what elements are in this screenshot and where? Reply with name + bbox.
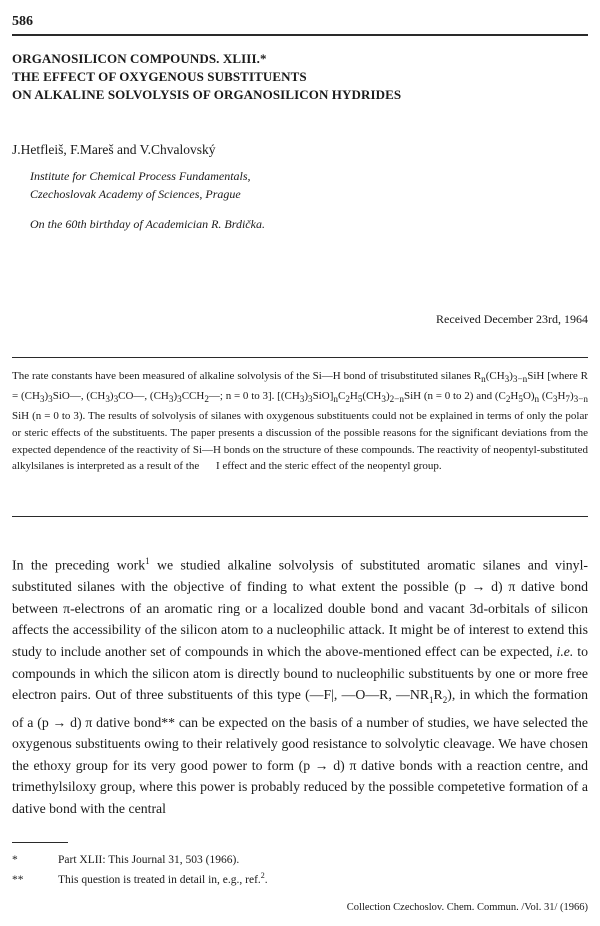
- title-line-1: ORGANOSILICON COMPOUNDS. XLIII.*: [12, 51, 267, 66]
- abstract-bottom-rule: [12, 516, 588, 517]
- article-title: [12, 50, 592, 104]
- affiliation-line-1: Institute for Chemical Process Fundamentals,: [30, 169, 251, 183]
- page-number: 586: [12, 14, 33, 29]
- body-text: [12, 551, 588, 819]
- body-paragraph: In the preceding work$^1$ we studied alkaline solvolysis of substituted aromatic silanes and vinyl-substituted silanes with the objective of finding to what extent the possible (p → d) π dative bond between π-electrons of an aromatic ring or a localized double bond and vacant 3d-orbitals of silicon affects the accessibility of the silicon atom to a nucleophilic attack. It might be of interest to extend this study to include another set of compounds in which the above-mentioned effect can be expected, i.e. to compounds in which the silicon atom is directly bound to nucleophilic substituents by one or more free electron pairs. Out of three substituents of this type (—F|, —O—R, $—NR_1R_2$), in which the formation of a (p → d) π dative bond** can be expected on the basis of a number of studies, we have selected the oxygenous substituents owing to their relatively good resistance to solvolytic cleavage. We have chosen the ethoxy group for its very good power to form (p → d) π dative bonds with a reaction centre, and trimethylsiloxy group, where this power is probably reduced by the possible competetive formation of a dative bond with the central: [12, 556, 588, 816]
- footnote-rule: [12, 842, 68, 843]
- affiliation: [30, 167, 251, 203]
- title-line-2: THE EFFECT OF OXYGENOUS SUBSTITUENTS: [12, 69, 307, 84]
- footnote-text: This question is treated in detail in, e.g., ref.: [58, 873, 261, 886]
- authors: J.Hetfleiš, F.Mareš and V.Chvalovský: [12, 142, 216, 157]
- abstract: [12, 368, 588, 475]
- received-date: Received December 23rd, 1964: [436, 312, 588, 326]
- dedication: On the 60th birthday of Academician R. Brdička.: [30, 217, 265, 231]
- footnote-mark: **: [12, 873, 24, 886]
- footnote-mark: *: [12, 854, 18, 866]
- title-line-3: ON ALKALINE SOLVOLYSIS OF ORGANOSILICON HYDRIDES: [12, 87, 402, 102]
- footnote-1: [12, 852, 239, 868]
- journal-footer: Collection Czechoslov. Chem. Commun. /Vol. 31/ (1966): [346, 902, 588, 913]
- footnote-text: Part XLII: This Journal 31, 503 (1966).: [58, 854, 240, 866]
- reference-1: 1: [145, 556, 150, 566]
- abstract-top-rule: [12, 357, 588, 358]
- affiliation-line-2: Czechoslovak Academy of Sciences, Prague: [30, 187, 241, 201]
- abstract-text: The rate constants have been measured of alkaline solvolysis of the Si—H bond of trisubstituted silanes $R_n(CH_3)_{3-n}SiH$ [where $R = (CH_3)_3SiO—$, $(CH_3)_3CO—$, $(CH_3)_3CCH_2—$; n = 0 to 3]. $[(CH_3)_3SiO]_nC_2H_5(CH_3)_{2-n}SiH$ (n = 0 to 2) and $(C_2H_5O)_n$ $(C_3H_7)_{3-n}$ SiH (n = 0 to 3). The results of solvolysis of silanes with oxygenous substituents could not be explained in terms of only the polar or steric effects of the substituents. The paper presents a discussion of the possible reasons for the significant deviations from the expected dependence of the reactivity of Si—H bonds on the structure of these compounds. The reactivity of neopentyl-substituted alkylsilanes is interpreted as a result of the I effect and the steric effect of the neopentyl group.: [12, 370, 588, 473]
- footnote-2: ** This question is treated in detail in, e.g., ref.$^2$.: [12, 871, 268, 886]
- header-rule: [12, 34, 588, 36]
